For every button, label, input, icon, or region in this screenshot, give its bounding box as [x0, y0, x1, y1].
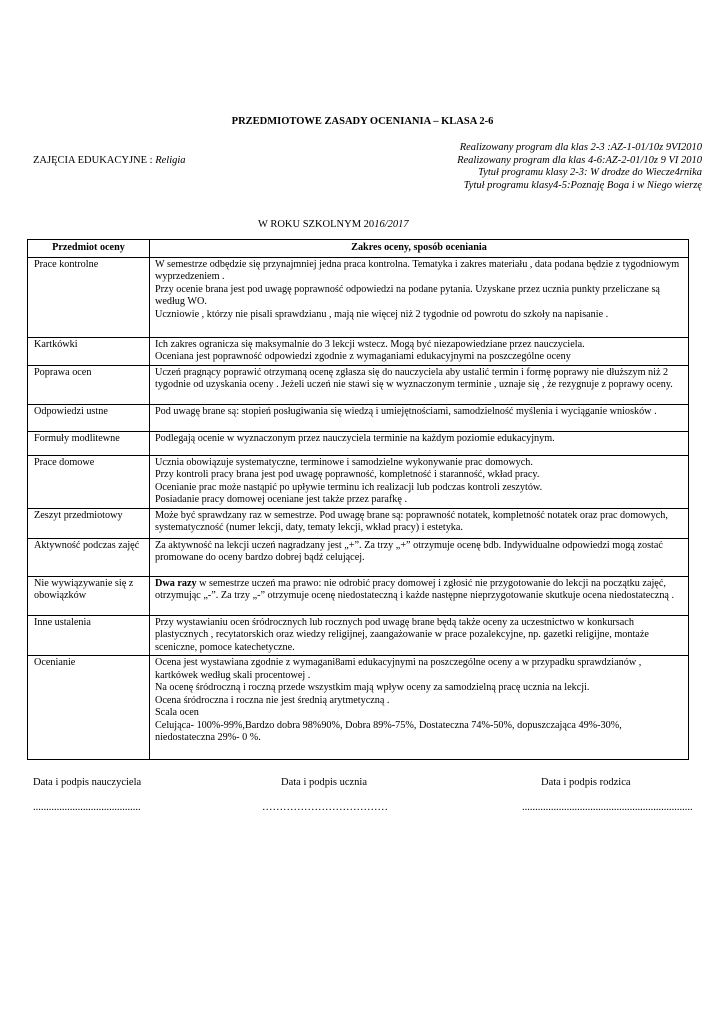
teacher-signature-label: Data i podpis nauczyciela: [33, 777, 142, 788]
table-row: [28, 404, 689, 431]
row-text: Pod uwagę brane są: stopień posługiwania się wiedzą i umiejętnościami, samodzielność myślenia i wyciąganie wniosków .: [155, 405, 657, 417]
row-text: Ocenianie prac może nastąpić po upływie terminu ich realizacji lub podczas kontroli zeszytów.: [155, 481, 543, 493]
row-text: Podlegają ocenie w wyznaczonym przez nauczyciela terminie na każdym poziomie edukacyjnym.: [155, 432, 555, 444]
row-text: Ocena śródroczna i roczna nie jest średnią arytmetyczną .: [155, 694, 390, 706]
row-label: Formuły modlitewne: [28, 431, 150, 455]
row-text: Ucznia obowiązuje systematyczne, terminowe i samodzielne wykonywanie prac domowych.: [155, 456, 533, 468]
row-content: [150, 404, 689, 431]
program-line: Tytuł programu klasy 2-3: W drodze do Wiecze4rnika: [478, 167, 702, 178]
row-label: Inne ustalenia: [28, 615, 150, 656]
row-text: Przy ocenie brana jest pod uwagę poprawność odpowiedzi na podane pytania. Uzyskane przez ucznia punkty przeliczane są według WO.: [155, 283, 660, 307]
row-content: [150, 656, 689, 760]
row-content: [150, 508, 689, 538]
row-text: Posiadanie pracy domowej oceniane jest także przez parafkę .: [155, 494, 408, 505]
row-text: Uczniowie , którzy nie pisali sprawdzianu , mają nie więcej niż 2 tygodnie od powrotu do szkoły na napisanie .: [155, 308, 609, 320]
row-label: Nie wywiązywanie się z obowiązków: [28, 576, 150, 615]
program-line: Realizowany program dla klas 2-3 :AZ-1-01/10z 9VI2010: [459, 142, 702, 153]
row-content: [150, 431, 689, 455]
grading-table: [27, 239, 689, 760]
table-row: [28, 365, 689, 404]
program-line: Realizowany program dla klas 4-6:AZ-2-01/10z 9 VI 2010: [457, 154, 702, 166]
row-text: Na ocenę śródroczną i roczną przede wszystkim mają wpływ oceny za samodzielną pracę ucznia na lekcji.: [155, 682, 590, 693]
table-header-row: [28, 240, 689, 258]
row-text: Scala ocen: [155, 707, 199, 718]
subject-value: Religia: [155, 155, 186, 166]
row-text: Może być sprawdzany raz w semestrze. Pod uwagę brane są: poprawność notatek, kompletność notatek oraz prac domowych, systematyczność (numer lekcji, daty, tematy lekcji, wkład pracy) i estetyka.: [155, 509, 668, 533]
table-row: [28, 538, 689, 576]
row-content: [150, 615, 689, 656]
parent-signature-line: .................................................................: [522, 802, 693, 813]
school-year-value: 16/2017: [374, 219, 409, 230]
row-text: Ich zakres ogranicza się maksymalnie do 3 lekcji wstecz. Mogą być niezapowiedziane przez nauczyciela.: [155, 338, 585, 350]
row-label: Prace domowe: [28, 455, 150, 508]
school-year: [258, 219, 409, 230]
row-content: [150, 576, 689, 615]
row-text: Za aktywność na lekcji uczeń nagradzany jest „+”. Za trzy „+” otrzymuje ocenę bdb. Indywidualne odpowiedzi mogą zostać promowane do oceny bardzo dobrej bądź celującej.: [155, 539, 663, 563]
table-row: [28, 656, 689, 760]
subject-label: ZAJĘCIA EDUKACYJNE :: [33, 155, 156, 166]
row-content: [150, 257, 689, 337]
school-year-label: W ROKU SZKOLNYM 20: [258, 219, 375, 230]
row-text: Przy wystawianiu ocen śródrocznych lub rocznych pod uwagę brane będą także oceny za uczestnictwo w konkursach plastycznych , recytatorskich oraz wiedzy religijnej, zaangażowanie w prace pozalekcyjne, np. gazetki religijne, montaże sceniczne, pomoce katechetyczne.: [155, 616, 649, 653]
student-signature-label: Data i podpis ucznia: [281, 777, 368, 788]
teacher-signature-line: .........................................: [33, 802, 141, 813]
program-line: Tytuł programu klasy4-5:Poznaję Boga i w Niego wierzę: [463, 179, 702, 191]
column-header: Zakres oceny, sposób oceniania: [150, 240, 689, 258]
row-text-rest: w semestrze uczeń ma prawo: nie odrobić pracy domowej i zgłosić nie przygotowanie do lekcji na początku zajęć, otrzymując „-”. Za trzy „-” otrzymuje ocenę niedostateczną i każde następne nieprzygotowanie skutkuje ocena niedostateczną .: [155, 577, 675, 601]
row-label: Prace kontrolne: [28, 257, 150, 337]
row-content: [150, 455, 689, 508]
row-label: Poprawa ocen: [28, 365, 150, 404]
parent-signature-label: Data i podpis rodzica: [541, 777, 631, 788]
subject-line: [33, 155, 186, 166]
row-content: [150, 538, 689, 576]
row-label: Kartkówki: [28, 337, 150, 365]
table-row: [28, 431, 689, 455]
program-info: [420, 142, 702, 192]
table-row: [28, 508, 689, 538]
row-label: Aktywność podczas zajęć: [28, 538, 150, 576]
row-label: Ocenianie: [28, 656, 150, 760]
page-title: PRZEDMIOTOWE ZASADY OCENIANIA – KLASA 2-6: [231, 116, 494, 127]
bold-lead: Dwa razy: [155, 577, 197, 589]
row-text: [155, 578, 684, 603]
column-header: Przedmiot oceny: [28, 240, 150, 258]
row-text: Uczeń pragnący poprawić otrzymaną ocenę zgłasza się do nauczyciela aby ustalić termin i formę poprawy nie dłuższym niż 2 tygodnie od uzyskania oceny . Jeżeli uczeń nie stawi się w wyznaczonym terminie , uznaje się , że rezygnuje z poprawy oceny.: [155, 366, 673, 390]
row-text: Celująca- 100%-99%,Bardzo dobra 98%90%, Dobra 89%-75%, Dostateczna 74%-50%, dopuszczająca 49%-30%, niedostateczna 29%- 0 %.: [155, 719, 622, 743]
row-label: Odpowiedzi ustne: [28, 404, 150, 431]
table-row: [28, 257, 689, 337]
row-text: W semestrze odbędzie się przynajmniej jedna praca kontrolna. Tematyka i zakres materiału , data podana będzie z tygodniowym wyprzedzeniem .: [155, 258, 680, 282]
row-text: Ocena jest wystawiana zgodnie z wymagani8ami edukacyjnymi na poszczególne oceny a w przypadku sprawdzianów , kartkówek według skali procentowej .: [155, 657, 642, 681]
row-label: Zeszyt przedmiotowy: [28, 508, 150, 538]
row-content: [150, 337, 689, 365]
table-row: [28, 455, 689, 508]
row-content: [150, 365, 689, 404]
table-row: [28, 615, 689, 656]
row-text: Oceniana jest poprawność odpowiedzi zgodnie z wymaganiami edukacyjnymi na poszczególne oceny: [155, 351, 571, 362]
table-row: [28, 576, 689, 615]
table-row: [28, 337, 689, 365]
row-text: Przy kontroli pracy brana jest pod uwagę poprawność, kompletność i staranność, wkład pracy.: [155, 469, 540, 480]
student-signature-line: ………………………………: [262, 802, 388, 813]
